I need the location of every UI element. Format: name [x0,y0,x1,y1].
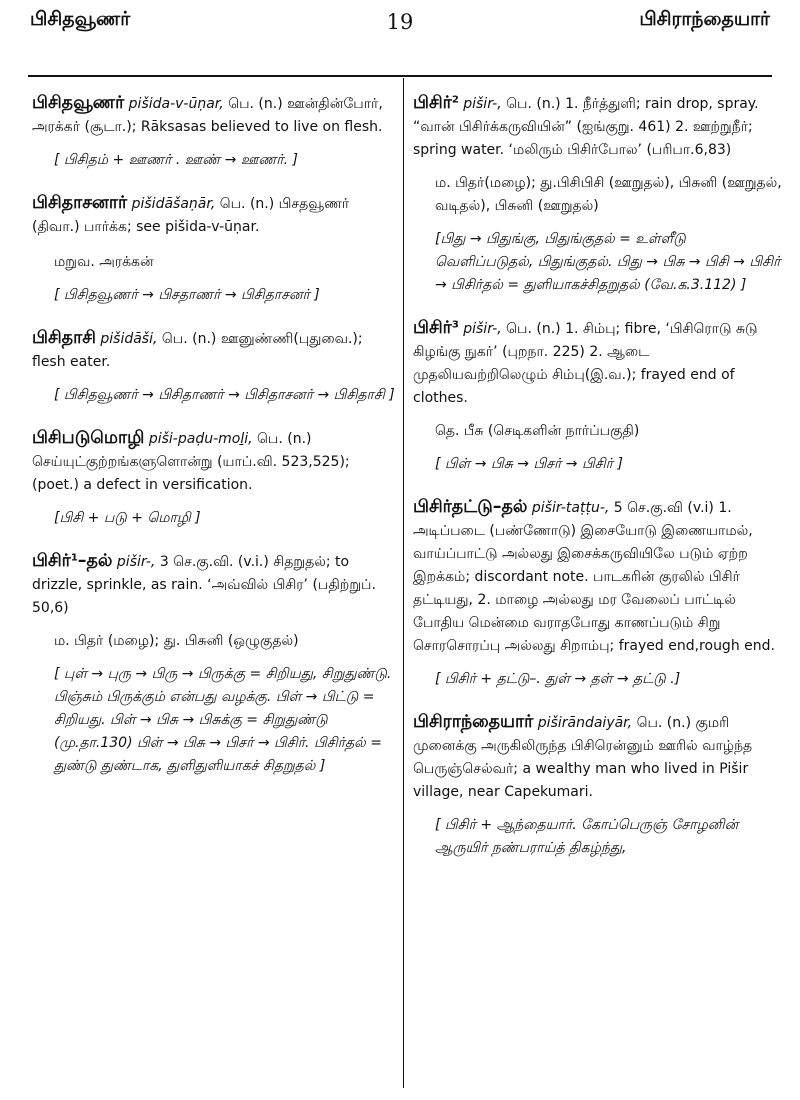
entry-definition-line [32,192,400,239]
etymology: [பிது → பிதுங்கு, பிதுங்குதல் = உள்ளீடு வெளிப்படுதல், பிதுங்குதல். பிது → பிசு → பிசி → பிசிர் → பிசிர்தல் = துளியாகச்சிதறுதல் (வே.க.3.112) ] [435,231,781,293]
cognates: ம. பிதர் (மழை); து. பிசுனி (ஒழுகுதல்) [54,633,299,649]
synonym-label: மறுவ. [54,254,95,270]
etymology: [பிசி + படு + மொழி ] [54,510,201,526]
left-column [32,92,400,798]
definition: ஊனுண்ணி(புதுவை.); flesh eater. [32,331,363,370]
entry-definition-line [413,711,783,804]
dictionary-entry [413,92,783,297]
definition: செய்யுட்குற்றங்களுளொன்று (யாப்.வி. 523,525); (poet.) a defect in versification. [32,454,350,493]
grammar-label: பெ. (n.) [257,431,312,447]
dictionary-entry [413,317,783,476]
entry-definition-line [32,427,400,497]
transliteration: piši-paḍu-moḻi, [148,431,253,447]
definition: சிதறுதல்; to drizzle, sprinkle, as rain. ‘அவ்வில் பிசிர’ (பதிற்றுப். 50,6) [32,554,376,616]
transliteration: pišir-, [116,554,156,570]
etymology: [ பிள் → பிசு → பிசர் → பிசிர் ] [435,456,623,472]
headword: பிசிர் [413,318,452,338]
grammar-label: பெ. (n.) [506,321,561,337]
transliteration: piširāndaiyār, [537,715,633,731]
definition: 1. அடிப்படை (பண்ணோடு) இசையோடு இணையாமல், வாய்ப்பாட்டு அல்லது இசைக்கருவியிலே படும் ஏற்ற இறக்கம்; discordant note. பாடகரின் குரலில் பிசிர் தட்டியது, 2. மாழை அல்லது மர வேலைப் பாட்டில் போதிய மென்மை வராதபோது காணப்படும் சிறு சொரசொரப்பு அல்லது சிறாம்பு; frayed end,rough end. [413,500,775,654]
headword: பிசிபடுமொழி [32,428,145,448]
definition: குமரி முனைக்கு அருகிலிருந்த பிசிரென்னும் ஊரில் வாழ்ந்த பெருஞ்செல்வர்; a wealthy man who lived in Pišir village, near Capekumari. [413,715,753,800]
transliteration: pišir-, [463,321,502,337]
grammar-label: பெ. (n.) [228,96,283,112]
transliteration: pišir-taṭṭu-, [531,500,610,516]
grammar-label: பெ. (n.) [506,96,561,112]
entry-definition-line [413,92,783,162]
transliteration: pišidāši, [100,331,158,347]
entry-definition-line [32,550,400,620]
etymology: [ பிசிதவூணர் → பிசிதாணர் → பிசிதாசனர் → பிசிதாசி ] [54,387,395,403]
synonym: அரக்கன் [99,254,154,270]
running-head-left: பிசிதவூணர் [30,8,131,30]
transliteration: pišidāšaṇār, [131,196,216,212]
page-number: 19 [386,10,414,34]
etymology: [ பிசிதவூணர் → பிசதாணர் → பிசிதாசனர் ] [54,287,320,303]
headword: பிசிராந்தையார் [413,712,534,732]
homonym-number: 3 [451,319,459,331]
headword: பிசிதாசி [32,328,96,348]
synonym-line [54,251,400,274]
running-head-right: பிசிராந்தையார் [639,8,770,30]
column-divider [403,78,404,1088]
grammar-label: 3 செ.கு.வி. (v.i.) [159,554,269,570]
grammar-label: பெ. (n.) [219,196,275,212]
entry-definition-line [413,496,783,658]
definition: ஊன்தின்போர், அரக்கர் (சூடா.); Rāksasas believed to live on flesh. [32,96,383,135]
entry-definition-line [32,92,400,139]
dictionary-entry [32,550,400,778]
entry-definition-line [32,327,400,374]
etymology: [ புள் → புரு → பிரு → பிருக்கு = சிறியது, சிறுதுண்டு. பிஞ்சும் பிருக்கும் என்பது வழக்கு. பிள் → பிட்டு = சிறியது. பிள் → பிசு → பிசுக்கு = சிறுதுண்டு (மு.தா.130) பிள் → பிசு → பிசர் → பிசிர். பிசிர்தல் = துண்டு துண்டாக, துளிதுளியாகச் சிதறுதல் ] [54,666,392,774]
cognates: தெ. பீசு (செடிகளின் நார்ப்பகுதி) [435,423,640,439]
definition: பிசதவூணர் (திவா.) பார்க்க; see pišida-v-ūṇar. [32,196,350,235]
header-rule [28,75,772,77]
headword: பிசிதவூணர் [32,93,125,113]
homonym-number: 1 [70,552,78,564]
cognates: ம. பிதர்(மழை); து.பிசிபிசி (ஊறுதல்), பிசுனி (ஊறுதல், வடிதல்), பிசுனி (ஊறுதல்) [435,175,782,214]
headword-suffix: –தல் [77,551,113,571]
dictionary-entry [413,496,783,691]
homonym-number: 2 [451,94,459,106]
dictionary-entry [413,711,783,860]
page-header [0,0,800,80]
etymology: [ பிசிர் + தட்டு–. துள் → தள் → தட்டு .] [435,671,681,687]
transliteration: pišida-v-ūṇar, [128,96,224,112]
right-column [413,92,783,880]
grammar-label: பெ. (n.) [161,331,217,347]
dictionary-entry [32,427,400,530]
transliteration: pišir-, [463,96,502,112]
definition: 1. நீர்த்துளி; rain drop, spray. “வான் பிசிர்க்கருவியின்” (ஐங்குறு. 461) 2. ஊற்றுநீர்; spring water. ‘மலிரும் பிசிர்போல’ (பரிபா.6,83) [413,96,759,158]
grammar-label: 5 செ.கு.வி (v.i) [613,500,714,516]
headword: பிசிர் [413,93,452,113]
etymology: [ பிசிர் + ஆந்தையார். கோப்பெருஞ் சோழனின் ஆருயிர் நண்பராய்த் திகழ்ந்து, [435,817,739,856]
dictionary-entry [32,192,400,307]
grammar-label: பெ. (n.) [636,715,692,731]
dictionary-entry [32,92,400,172]
definition: 1. சிம்பு; fibre, ‘பிசிரொடு சுடு கிழங்கு நுகர்’ (புறநா. 225) 2. ஆடை முதலியவற்றிலெழும் சிம்பு(இ.வ.); frayed end of clothes. [413,321,758,406]
entry-definition-line [413,317,783,410]
headword: பிசிர்தட்டு–தல் [413,497,528,517]
headword: பிசிர் [32,551,71,571]
dictionary-entry [32,327,400,407]
headword: பிசிதாசனார் [32,193,128,213]
etymology: [ பிசிதம் + ஊணர் . ஊண் → ஊணர். ] [54,152,298,168]
